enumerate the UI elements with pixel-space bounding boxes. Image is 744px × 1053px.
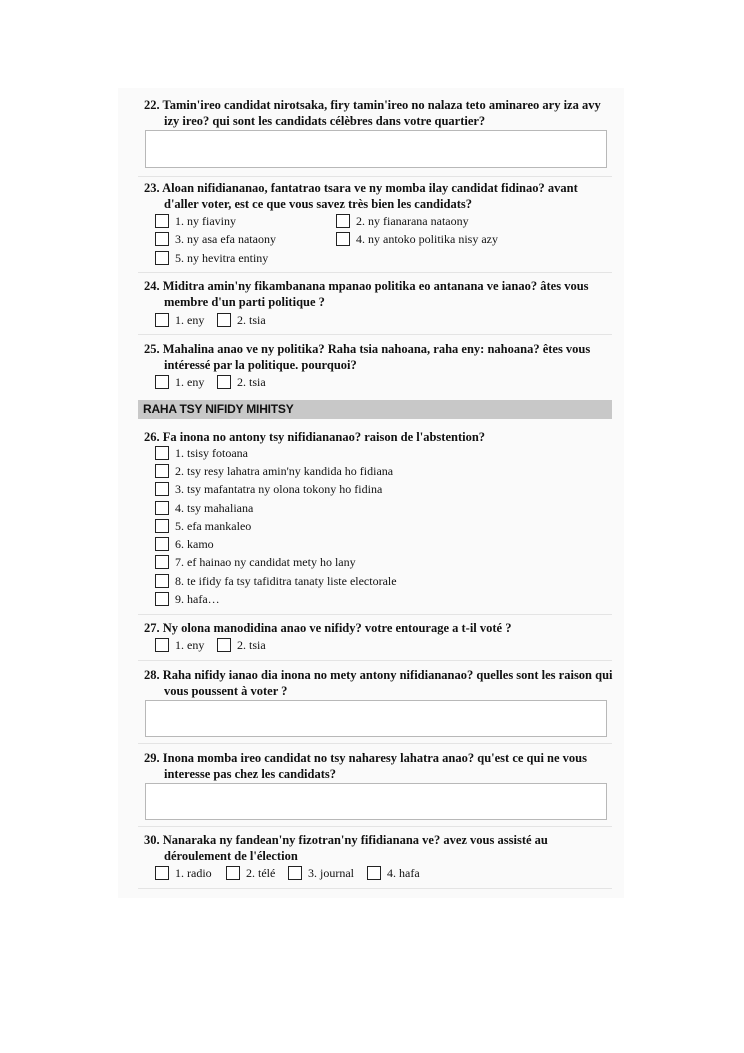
checkbox[interactable] bbox=[336, 214, 350, 228]
checkbox[interactable] bbox=[367, 866, 381, 880]
option-label: 7. ef hainao ny candidat mety ho lany bbox=[175, 555, 356, 569]
question-text: Raha nifidy ianao dia inona no mety antony nifidiananao? quelles sont les raison qui vous poussent à voter ? bbox=[162, 668, 613, 698]
question-text: Mahalina anao ve ny politika? Raha tsia nahoana, raha eny: nahoana? êtes vous intéressé par la politique. pourquoi? bbox=[162, 342, 591, 372]
checkbox[interactable] bbox=[155, 375, 169, 389]
option-label: 1. ny fiaviny bbox=[175, 214, 236, 228]
question-text: Aloan nifidiananao, fantatrao tsara ve ny momba ilay candidat fidinao? avant d'aller voter, est ce que vous savez très bien les candidats? bbox=[162, 181, 578, 211]
question-text: Tamin'ireo candidat nirotsaka, firy tamin'ireo no nalaza teto aminareo ary iza avy izy ireo? qui sont les candidats célèbres dans votre quartier? bbox=[162, 98, 601, 128]
q22-answer-field[interactable] bbox=[145, 130, 607, 168]
q26-option-7[interactable] bbox=[155, 553, 356, 571]
option-label: 3. journal bbox=[308, 866, 354, 880]
divider bbox=[138, 334, 612, 335]
question-number: 22. bbox=[144, 98, 160, 112]
question-text: Nanaraka ny fandean'ny fizotran'ny fifidianana ve? avez vous assisté au déroulement de l'élection bbox=[162, 833, 548, 863]
option-label: 9. hafa… bbox=[175, 592, 220, 606]
divider bbox=[138, 826, 612, 827]
q30-option-3[interactable] bbox=[288, 864, 354, 882]
question-number: 27. bbox=[144, 621, 160, 635]
q30-option-2[interactable] bbox=[226, 864, 275, 882]
checkbox[interactable] bbox=[217, 638, 231, 652]
question-24 bbox=[138, 278, 614, 310]
option-label: 2. ny fianarana nataony bbox=[356, 214, 469, 228]
option-label: 4. hafa bbox=[387, 866, 420, 880]
checkbox[interactable] bbox=[155, 866, 169, 880]
q23-option-2[interactable] bbox=[336, 212, 469, 230]
option-label: 1. radio bbox=[175, 866, 212, 880]
q26-option-5[interactable] bbox=[155, 517, 251, 535]
checkbox[interactable] bbox=[336, 232, 350, 246]
divider bbox=[138, 660, 612, 661]
q28-answer-field[interactable] bbox=[145, 700, 607, 737]
checkbox[interactable] bbox=[155, 464, 169, 478]
option-label: 8. te ifidy fa tsy tafiditra tanaty liste electorale bbox=[175, 574, 397, 588]
q26-option-3[interactable] bbox=[155, 480, 382, 498]
checkbox[interactable] bbox=[155, 313, 169, 327]
q23-option-3[interactable] bbox=[155, 230, 276, 248]
question-number: 29. bbox=[144, 751, 160, 765]
checkbox[interactable] bbox=[155, 214, 169, 228]
q24-option-1[interactable] bbox=[155, 311, 204, 329]
question-number: 30. bbox=[144, 833, 160, 847]
question-number: 26. bbox=[144, 430, 160, 444]
question-22 bbox=[138, 97, 614, 129]
question-number: 23. bbox=[144, 181, 160, 195]
q25-option-2[interactable] bbox=[217, 373, 266, 391]
question-25 bbox=[138, 341, 614, 373]
q23-option-5[interactable] bbox=[155, 249, 268, 267]
question-text: Miditra amin'ny fikambanana mpanao politika eo antanana ve ianao? âtes vous membre d'un parti politique ? bbox=[162, 279, 589, 309]
checkbox[interactable] bbox=[155, 251, 169, 265]
option-label: 6. kamo bbox=[175, 537, 214, 551]
checkbox[interactable] bbox=[217, 375, 231, 389]
option-label: 1. eny bbox=[175, 313, 205, 327]
q26-option-6[interactable] bbox=[155, 535, 214, 553]
q29-answer-field[interactable] bbox=[145, 783, 607, 820]
option-label: 1. eny bbox=[175, 638, 205, 652]
checkbox[interactable] bbox=[155, 592, 169, 606]
q26-option-4[interactable] bbox=[155, 499, 253, 517]
checkbox[interactable] bbox=[155, 555, 169, 569]
checkbox[interactable] bbox=[217, 313, 231, 327]
question-text: Inona momba ireo candidat no tsy naharesy lahatra anao? qu'est ce qui ne vous interesse pas chez les candidats? bbox=[162, 751, 587, 781]
option-label: 4. ny antoko politika nisy azy bbox=[356, 232, 498, 246]
option-label: 2. tsia bbox=[237, 313, 266, 327]
option-label: 5. efa mankaleo bbox=[175, 519, 252, 533]
option-label: 4. tsy mahaliana bbox=[175, 501, 254, 515]
q26-option-1[interactable] bbox=[155, 444, 248, 462]
option-label: 1. tsisy fotoana bbox=[175, 446, 248, 460]
question-text: Ny olona manodidina anao ve nifidy? votre entourage a t-il voté ? bbox=[162, 621, 512, 635]
question-26 bbox=[138, 429, 614, 445]
checkbox[interactable] bbox=[155, 519, 169, 533]
question-number: 28. bbox=[144, 668, 160, 682]
divider bbox=[138, 614, 612, 615]
checkbox[interactable] bbox=[155, 638, 169, 652]
checkbox[interactable] bbox=[226, 866, 240, 880]
section-header: RAHA TSY NIFIDY MIHITSY bbox=[138, 400, 612, 419]
checkbox[interactable] bbox=[155, 537, 169, 551]
q26-option-8[interactable] bbox=[155, 572, 397, 590]
checkbox[interactable] bbox=[155, 446, 169, 460]
divider bbox=[138, 888, 612, 889]
q27-option-2[interactable] bbox=[217, 636, 266, 654]
q27-option-1[interactable] bbox=[155, 636, 204, 654]
checkbox[interactable] bbox=[155, 501, 169, 515]
question-28 bbox=[138, 667, 614, 699]
option-label: 5. ny hevitra entiny bbox=[175, 251, 269, 265]
question-27 bbox=[138, 620, 614, 636]
q30-option-4[interactable] bbox=[367, 864, 420, 882]
question-23 bbox=[138, 180, 614, 212]
option-label: 1. eny bbox=[175, 375, 205, 389]
divider bbox=[138, 176, 612, 177]
q26-option-9[interactable] bbox=[155, 590, 220, 608]
q23-option-1[interactable] bbox=[155, 212, 236, 230]
checkbox[interactable] bbox=[155, 574, 169, 588]
checkbox[interactable] bbox=[155, 482, 169, 496]
option-label: 2. tsia bbox=[237, 375, 266, 389]
question-29 bbox=[138, 750, 614, 782]
option-label: 2. tsy resy lahatra amin'ny kandida ho fidiana bbox=[175, 464, 394, 478]
checkbox[interactable] bbox=[288, 866, 302, 880]
q23-option-4[interactable] bbox=[336, 230, 498, 248]
question-number: 25. bbox=[144, 342, 160, 356]
question-number: 24. bbox=[144, 279, 160, 293]
option-label: 3. ny asa efa nataony bbox=[175, 232, 276, 246]
checkbox[interactable] bbox=[155, 232, 169, 246]
option-label: 2. tsia bbox=[237, 638, 266, 652]
question-text: Fa inona no antony tsy nifidiananao? raison de l'abstention? bbox=[162, 430, 486, 444]
q24-option-2[interactable] bbox=[217, 311, 266, 329]
option-label: 3. tsy mafantatra ny olona tokony ho fidina bbox=[175, 482, 383, 496]
option-label: 2. télé bbox=[246, 866, 276, 880]
question-30 bbox=[138, 832, 614, 864]
divider bbox=[138, 272, 612, 273]
divider bbox=[138, 743, 612, 744]
q25-option-1[interactable] bbox=[155, 373, 204, 391]
q30-option-1[interactable] bbox=[155, 864, 212, 882]
q26-option-2[interactable] bbox=[155, 462, 393, 480]
